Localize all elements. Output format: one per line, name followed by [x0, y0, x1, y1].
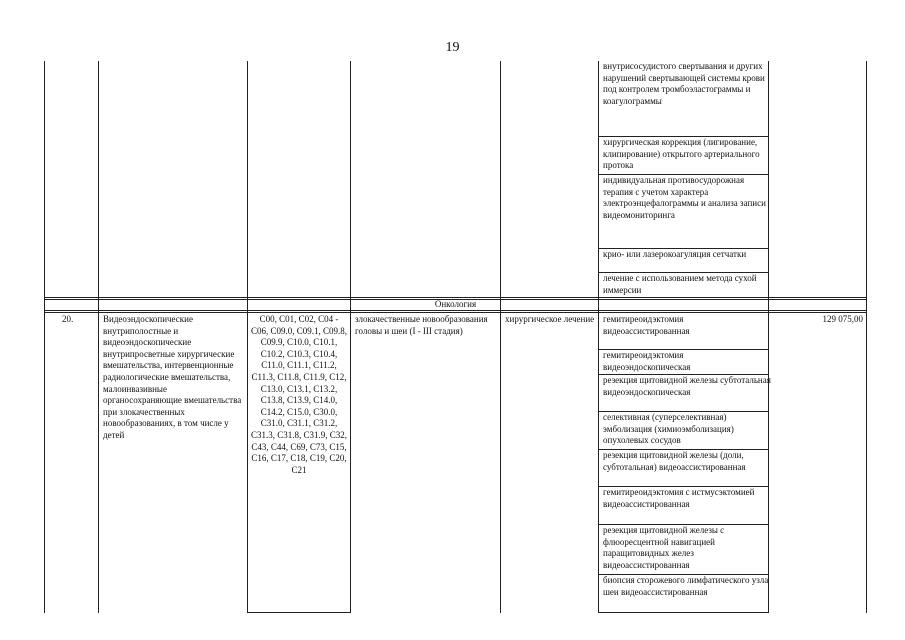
- table-border-left: [44, 61, 45, 613]
- method-item: резекция щитовидной железы субтотальная видеоэндоскопическая: [603, 375, 771, 397]
- codes-box-edge: [350, 312, 351, 613]
- continuation-item: хирургическая коррекция (лигирование, клипирование) открытого артериального протока: [603, 137, 760, 171]
- continuation-item: индивидуальная противосудорожная терапия с учетом характера электроэнцефалограммы и анализа записи видеомониторинга: [603, 175, 766, 220]
- page-number: 19: [445, 40, 460, 55]
- column-divider: [98, 61, 99, 613]
- row-number: 20.: [62, 314, 74, 324]
- column-divider: [598, 61, 599, 613]
- column-divider: [247, 61, 248, 613]
- patient-model: злокачественные новообразования головы и шеи (I - III стадия): [355, 314, 488, 336]
- cost-value: 129 075,00: [822, 314, 863, 324]
- table-border-right: [866, 61, 867, 613]
- method-item: резекция щитовидной железы с флюоресцентной навигацией паращитовидных желез видеоассистированная: [603, 525, 725, 570]
- method-item: гемитиреоидэктомия видеоассистированная: [603, 314, 690, 336]
- method-item: гемитиреоидэктомия с истмусэктомией видеоассистированная: [603, 487, 755, 509]
- sub-row-divider: [598, 612, 769, 613]
- section-rule: [44, 312, 867, 313]
- codes-box-bottom: [247, 612, 351, 613]
- method-item: резекция щитовидной железы (доли, субтотальная) видеоассистированная: [603, 450, 746, 472]
- continuation-item: внутрисосудистого свертывания и других нарушений свертывающей системы крови под контролем тромбоэластограммы и коагулограммы: [603, 61, 765, 106]
- service-name: Видеоэндоскопические внутриполостные и видеоэндоскопические внутрипросветные хирургические вмешательства, интервенционные радиологические вмешательства, малоинвазивные органосохраняющие вмешательства при злокачественных новообразованиях, в том числе у детей: [103, 314, 242, 440]
- method-item: биопсия сторожевого лимфатического узла шеи видеоассистированная: [603, 575, 769, 597]
- icd-codes: C00, C01, C02, C04 - C06, C09.0, C09.1, C09.8, C09.9, C10.0, C10.1, C10.2, C10.3, C10.4, C11.0, C11.1, C11.2, C11.3, C11.8, C11.9, C12, C13.0, C13.1, C13.2, C13.8, C13.9, C14.0, C14.2, C15.0, C30.0, C31.0, C31.1, C31.2, C31.3, C31.8, C31.9, C32, C43, C44, C69, C73, C15, C16, C17, C18, C19, C20, C21: [251, 314, 348, 475]
- continuation-item: крио- или лазерокоагуляция сетчатки: [603, 249, 747, 259]
- section-rule: [44, 297, 867, 298]
- method-item: селективная (суперселективная) эмболизация (химиоэмболизация) опухолевых сосудов: [603, 412, 734, 446]
- column-divider: [500, 61, 501, 613]
- method-item: гемитиреоидэктомия видеоэндоскопическая: [603, 350, 691, 372]
- treatment-type: хирургическое лечение: [505, 314, 595, 324]
- section-header: Онкология: [434, 299, 477, 309]
- continuation-item: лечение с использованием метода сухой иммерсии: [603, 273, 757, 295]
